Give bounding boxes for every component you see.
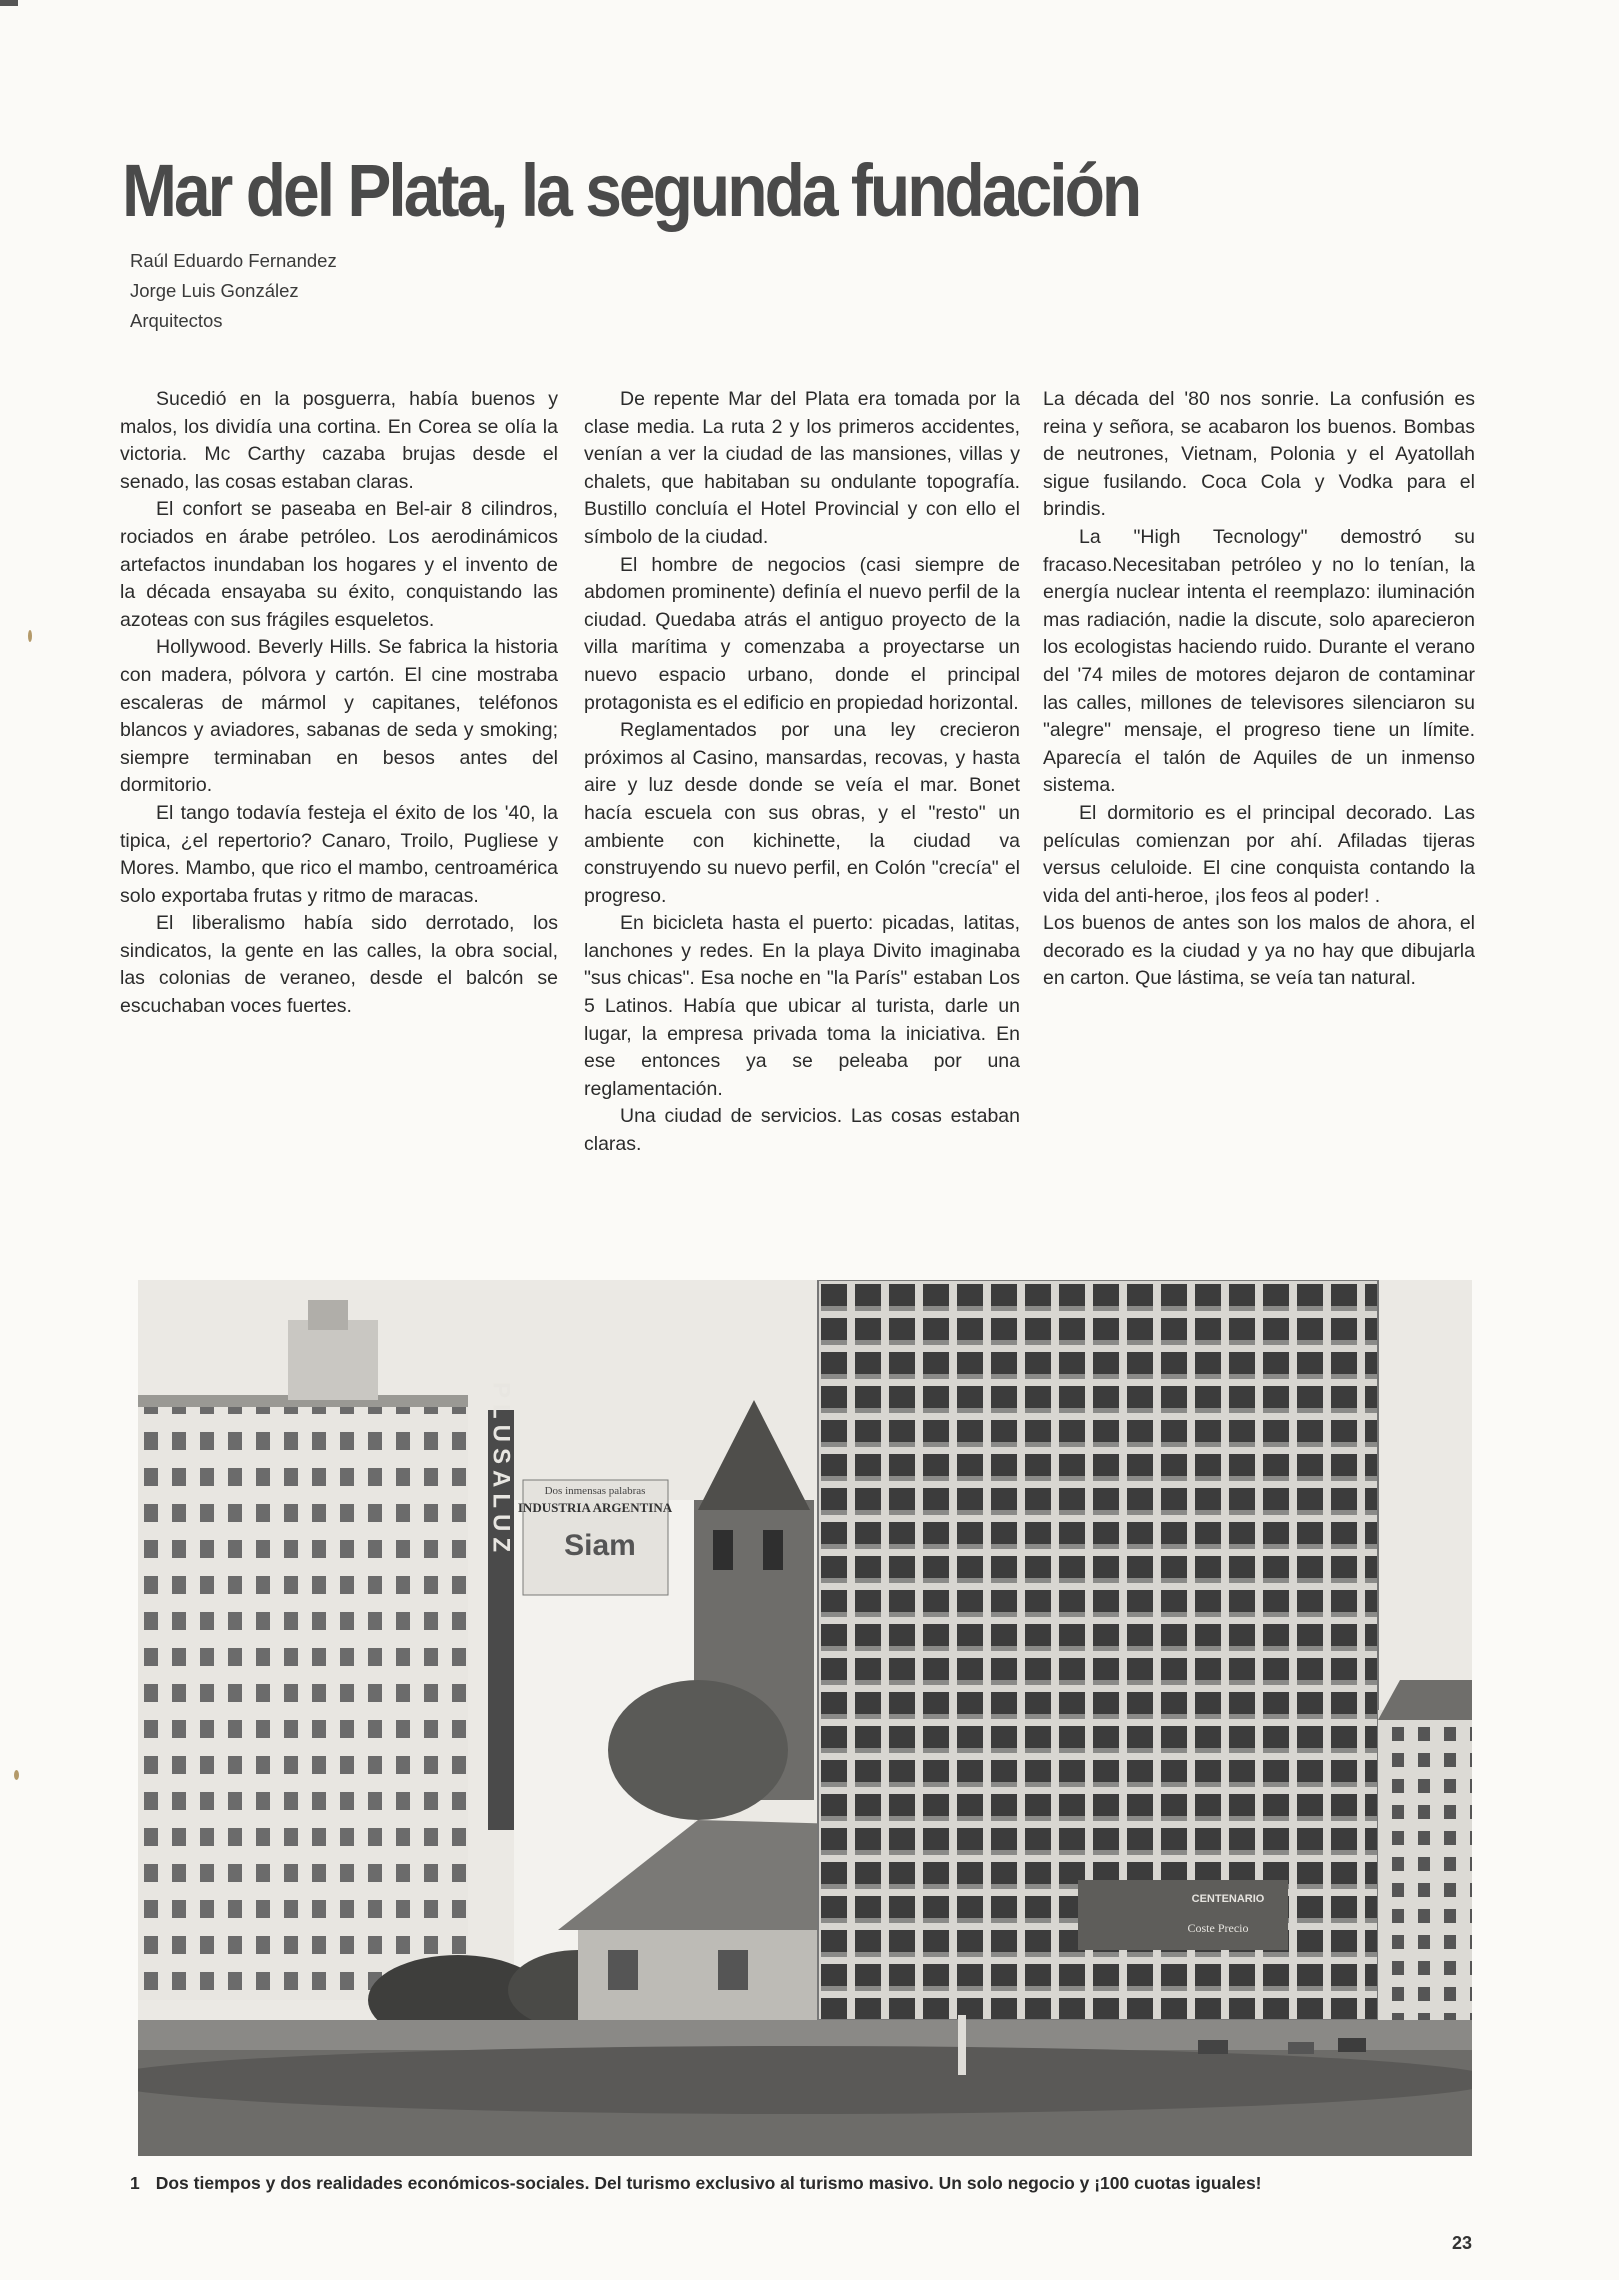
paragraph: El dormitorio es el principal decorado. Las películas comienzan por ahí. Afiladas tijeras versus celuloide. El cine conquista contando la vida del anti-heroe, ¡los feos al poder! . [1043,801,1475,907]
author-2: Jorge Luis González [130,280,299,301]
lower-billboard-text: CENTENARIO [1191,1893,1265,1905]
paragraph: En bicicleta hasta el puerto: picadas, latitas, lanchones y redes. En la playa Divito imaginaba "sus chicas". Esa noche en "la París" estaban Los 5 Latinos. Había que ubicar al turista, darle un lugar, la empresa privada toma la iniciativa. En ese entonces ya se peleaba por una reglamentación. [584,912,1020,1100]
scan-mark [0,0,18,6]
city-photograph [138,1280,1472,2156]
paragraph: El confort se paseaba en Bel-air 8 cilindros, rociados en árabe petróleo. Los aerodinámicos artefactos inundaban los hogares y el invento de la década ensayaba su éxito, conquistando las azoteas con sus frágiles esqueletos. [120,498,558,631]
paragraph: El liberalismo había sido derrotado, los sindicatos, la gente en las calles, la obra social, las colonias de veraneo, desde el balcón se escuchaban voces fuertes. [120,912,558,1018]
paragraph: El tango todavía festeja el éxito de los '40, la tipica, ¿el repertorio? Canaro, Troilo, Pugliese y Mores. Mambo, que rico el mambo, centroamérica solo exportaba frutas y ritmo de maracas. [120,801,558,907]
paragraph: Sucedió en la posguerra, había buenos y malos, los dividía una cortina. En Corea se olía la victoria. Mc Carthy cazaba brujas desde el senado, las cosas estaban claras. [120,388,558,493]
paragraph: De repente Mar del Plata era tomada por la clase media. La ruta 2 y los primeros accidentes, venían a ver la ciudad de las mansiones, villas y chalets, que habitaban su ondulante topografía. Bustillo concluía el Hotel Provincial y con ello el símbolo de la ciudad. [584,388,1020,548]
figure-number: 1 [130,2173,140,2193]
billboard-small-text: Dos inmensas palabras [544,1485,646,1497]
lower-billboard-text-2: Coste Precio [1187,1921,1249,1935]
paragraph: Reglamentados por una ley crecieron próximos al Casino, mansardas, recovas, y hasta aire y luz desde donde se veía el mar. Bonet hacía escuela con sus obras, y el "resto" un ambiente con kichinette, la ciudad va construyendo su nuevo perfil, en Colón "crecía" el progreso. [584,719,1020,907]
article-title: Mar del Plata, la segunda fundación [122,148,1140,232]
text-column-3 [1043,386,1475,993]
author-1: Raúl Eduardo Fernandez [130,250,337,271]
vertical-sign-text: PLUSALUZ [487,1382,515,1558]
paragraph: El hombre de negocios (casi siempre de abdomen prominente) definía el nuevo perfil de la ciudad. Quedaba atrás el antiguo proyecto de la villa marítima y comenzaba a proyectarse un nuevo espacio urbano, donde el principal protagonista es el edificio en propiedad horizontal. [584,553,1020,714]
paragraph: Hollywood. Beverly Hills. Se fabrica la historia con madera, pólvora y cartón. El cine mostraba escaleras de mármol y capitanes, teléfonos blancos y aviadores, sabanas de seda y smoking; siempre terminaban en besos antes del dormitorio. [120,636,558,797]
author-role: Arquitectos [130,310,223,331]
text-column-2 [584,386,1020,1159]
scan-speck [28,630,32,642]
paragraph: Los buenos de antes son los malos de ahora, el decorado es la ciudad y ya no hay que dibujarla en carton. Que lástima, se veía tan natural. [1043,912,1475,990]
brand-sign-text: Siam [564,1529,636,1562]
scan-speck [14,1770,19,1780]
figure-caption [130,2173,1262,2194]
paragraph: La década del '80 nos sonrie. La confusión es reina y señora, se acabaron los buenos. Bombas de neutrones, Vietnam, Polonia y el Ayatollah sigue fusilando. Coca Cola y Vodka para el brindis. [1043,388,1475,521]
page-number: 23 [1452,2233,1473,2253]
paragraph: La "High Tecnology" demostró su fracaso.Necesitaban petróleo y no lo tenían, la energía nuclear intenta el reemplazo: iluminación mas radiación, nadie la discute, solo aparecieron los ecologistas haciendo ruido. Durante el verano del '74 miles de motores dejaron de contaminar las calles, millones de televisores silenciaron su "alegre" mensaje, el progreso tiene un límite. Aparecía el talón de Aquiles de un inmenso sistema. [1043,525,1475,797]
paragraph: Una ciudad de servicios. Las cosas estaban claras. [584,1105,1020,1156]
figure-caption-text: Dos tiempos y dos realidades económicos-sociales. Del turismo exclusivo al turismo masivo. Un solo negocio y ¡100 cuotas iguales! [155,2173,1262,2193]
billboard-main-text: INDUSTRIA ARGENTINA [517,1500,673,1515]
text-column-1 [120,386,558,1021]
article-authors [130,246,337,336]
